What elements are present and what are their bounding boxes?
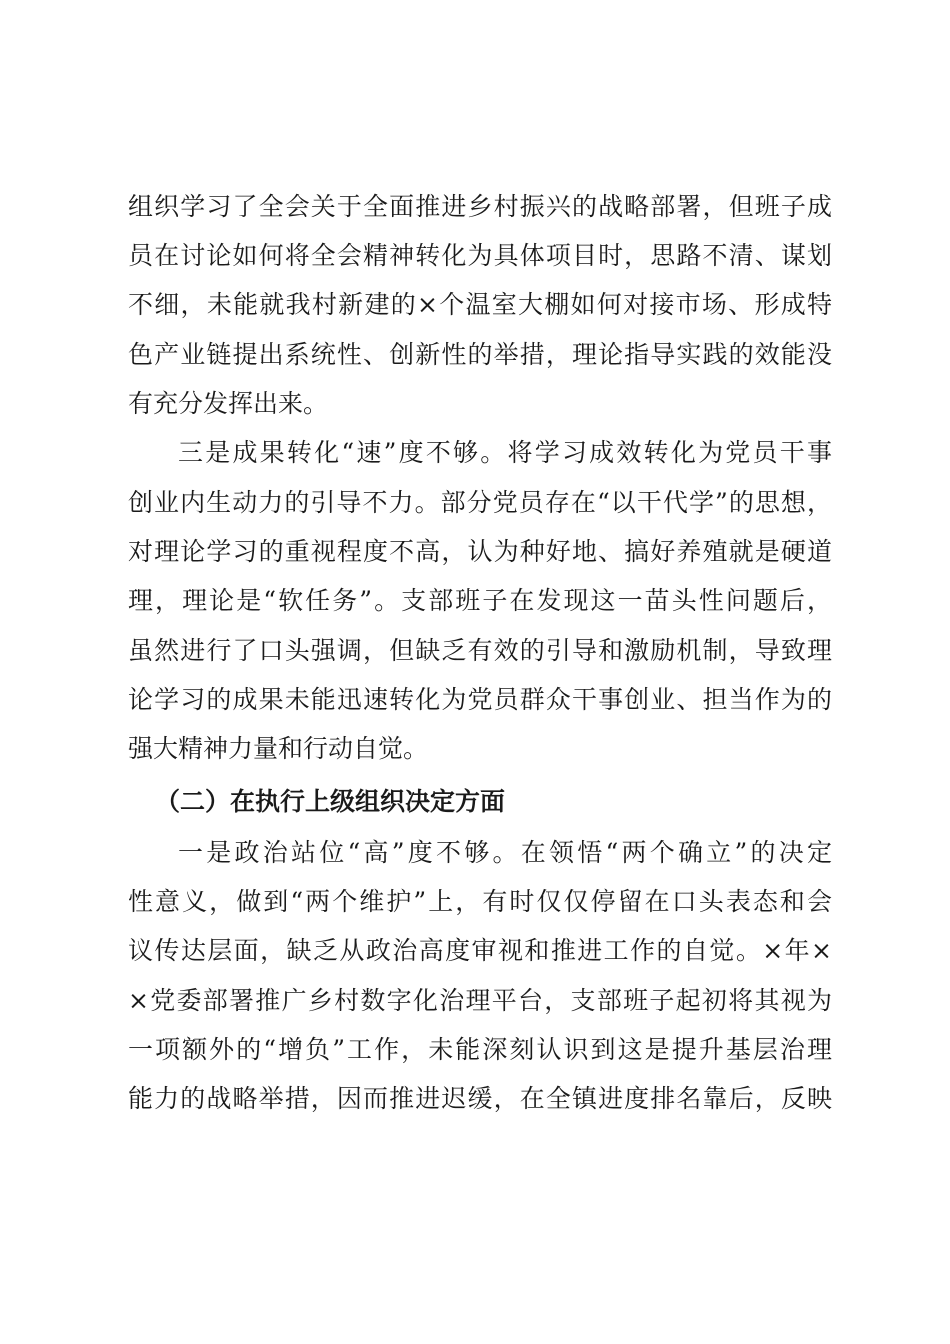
paragraph2-line-1: 三是成果转化“速”度不够。将学习成效转化为党员干事: [178, 438, 832, 467]
paragraph1-line-3: 不细，未能就我村新建的×个温室大棚如何对接市场、形成特: [128, 290, 832, 319]
paragraph1-line-2: 员在讨论如何将全会精神转化为具体项目时，思路不清、谋划: [128, 241, 832, 270]
paragraph2-line-7: 强大精神力量和行动自觉。: [128, 734, 429, 763]
paragraph1-line-5: 有充分发挥出来。: [128, 389, 329, 418]
paragraph2-line-2: 创业内生动力的引导不力。部分党员存在“以干代学”的思想，: [128, 488, 832, 517]
paragraph1-line-4: 色产业链提出系统性、创新性的举措，理论指导实践的效能没: [128, 340, 832, 369]
paragraph3-line-5: 一项额外的“增负”工作，未能深刻认识到这是提升基层治理: [128, 1035, 832, 1064]
paragraph2-line-4: 理，理论是“软任务”。支部班子在发现这一苗头性问题后，: [128, 586, 832, 615]
paragraph2-line-3: 对理论学习的重视程度不高，认为种好地、搞好养殖就是硬道: [128, 537, 832, 566]
paragraph3-line-3: 议传达层面，缺乏从政治高度审视和推进工作的自觉。×年×: [128, 936, 832, 965]
paragraph3-line-1: 一是政治站位“高”度不够。在领悟“两个确立”的决定: [178, 838, 832, 867]
paragraph2-line-6: 论学习的成果未能迅速转化为党员群众干事创业、担当作为的: [128, 685, 832, 714]
section-heading: （二）在执行上级组织决定方面: [155, 787, 506, 816]
paragraph3-line-2: 性意义，做到“两个维护”上，有时仅仅停留在口头表态和会: [128, 887, 832, 916]
paragraph2-line-5: 虽然进行了口头强调，但缺乏有效的引导和激励机制，导致理: [128, 636, 832, 665]
paragraph3-line-6: 能力的战略举措，因而推进迟缓，在全镇进度排名靠后，反映: [128, 1084, 832, 1113]
paragraph3-line-4: ×党委部署推广乡村数字化治理平台，支部班子起初将其视为: [128, 986, 832, 1015]
paragraph1-line-1: 组织学习了全会关于全面推进乡村振兴的战略部署，但班子成: [128, 192, 832, 221]
